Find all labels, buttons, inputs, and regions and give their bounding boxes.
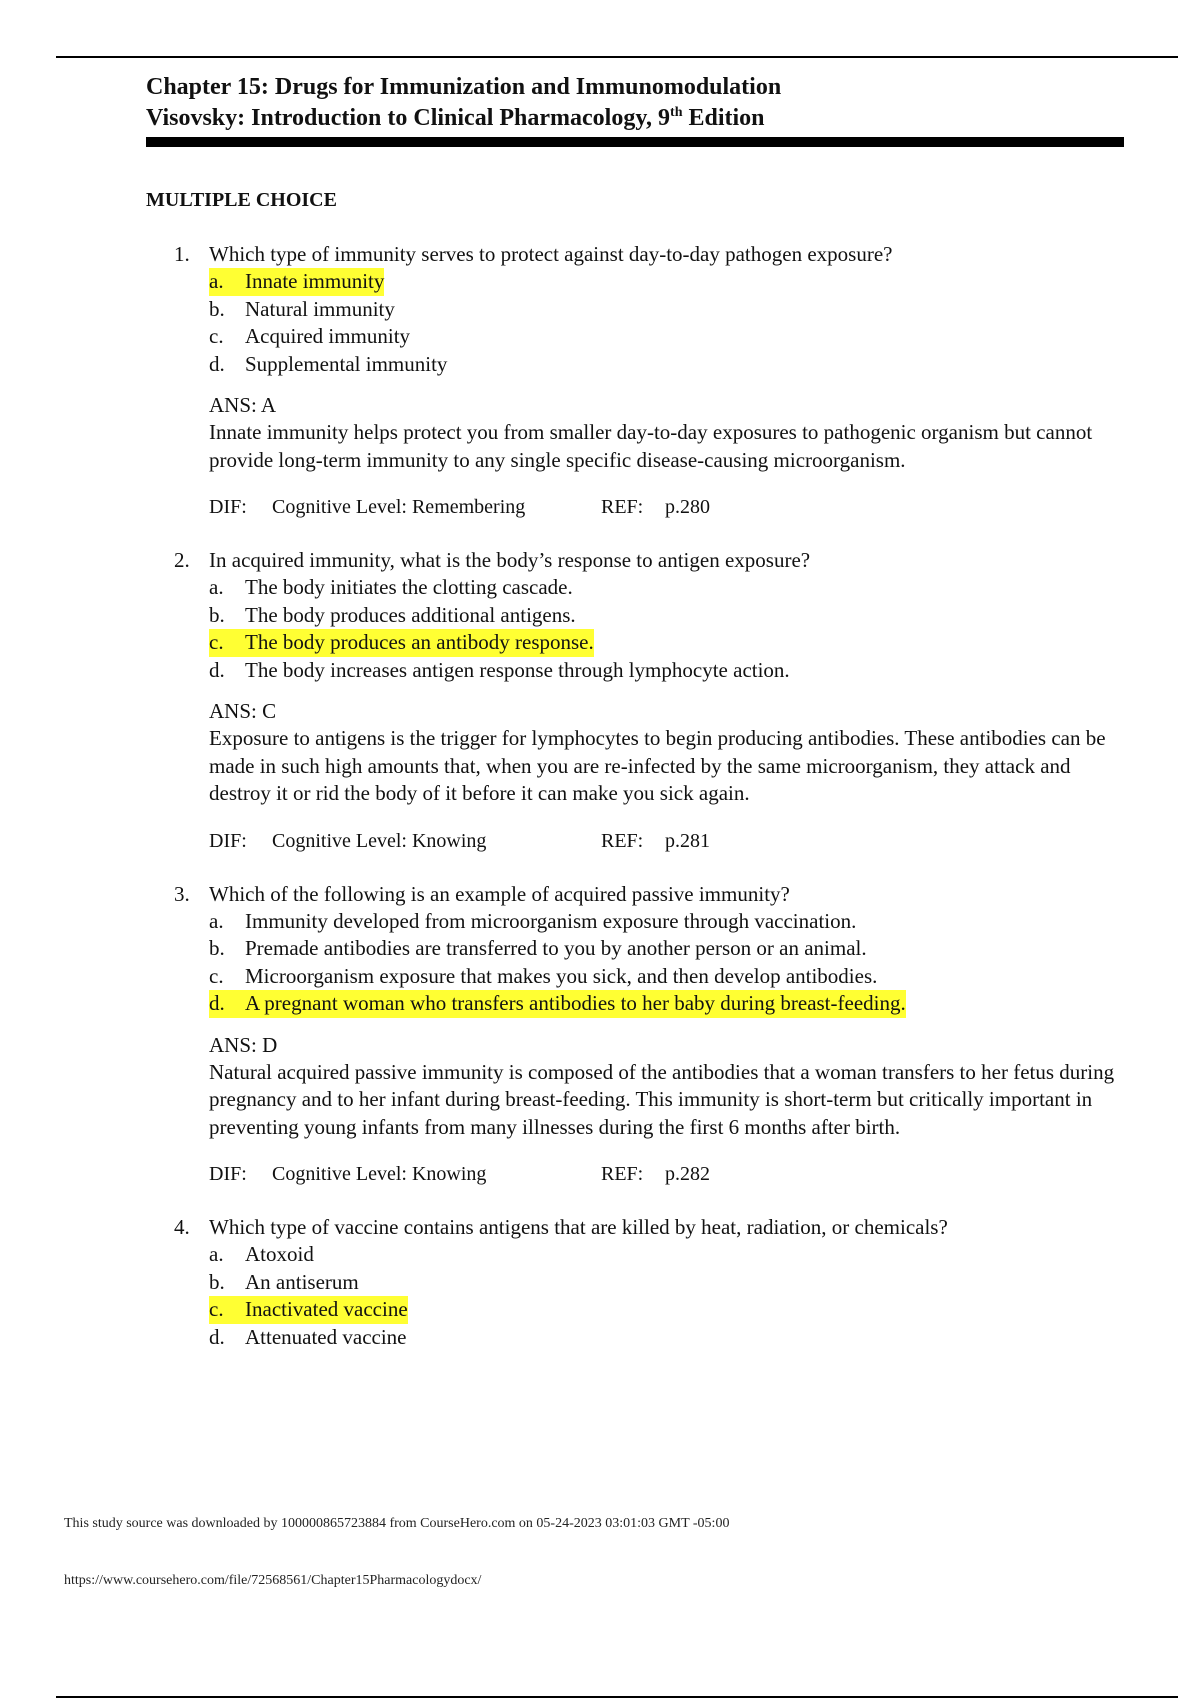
option-text: Immunity developed from microorganism exposure through vaccination. <box>245 908 857 933</box>
cognitive-level: Cognitive Level: Remembering <box>272 496 526 518</box>
option-d <box>209 657 1126 685</box>
option-text: The body initiates the clotting cascade. <box>245 575 573 599</box>
option-text-correct: Innate immunity <box>245 268 384 296</box>
option-letter: a. <box>209 908 224 933</box>
ref-label: REF: <box>601 496 644 518</box>
book-title-suffix: Edition <box>682 105 765 131</box>
option-c <box>209 323 1126 351</box>
answer-key: ANS: D <box>209 1032 278 1057</box>
option-text-correct: The body produces an antibody response. <box>245 629 594 657</box>
option-a <box>209 908 1126 936</box>
download-note: This study source was downloaded by 100000865723884 from CourseHero.com on 05-24-2023 03:01:03 GMT -05:00 <box>64 1516 730 1531</box>
edition-superscript: th <box>670 105 683 120</box>
rationale: Natural acquired passive immunity is composed of the antibodies that a woman transfers to her fetus during pregnancy and to her infant during breast-feeding. This immunity is short-term but critically important in preventing young infants from many illnesses during the first 6 months after birth. <box>209 1059 1115 1139</box>
option-b <box>209 935 1126 963</box>
page-reference: p.280 <box>665 496 710 518</box>
option-list <box>209 574 1126 684</box>
question-meta <box>209 1161 1126 1188</box>
chapter-title: Chapter 15: Drugs for Immunization and Immunomodulation <box>146 74 782 100</box>
option-text-correct: Inactivated vaccine <box>245 1296 408 1324</box>
bottom-rule <box>56 1696 1178 1698</box>
option-d <box>209 990 1126 1018</box>
question-4 <box>146 1214 1126 1351</box>
option-text: An antiserum <box>245 1269 359 1294</box>
option-letter: b. <box>209 936 225 960</box>
option-c <box>209 963 1126 991</box>
book-title-main: Visovsky: Introduction to Clinical Pharmacology, 9 <box>146 105 671 131</box>
dif-label: DIF: <box>209 1163 247 1185</box>
option-letter: c. <box>209 324 224 348</box>
option-text: Natural immunity <box>245 296 395 321</box>
dif-label: DIF: <box>209 829 247 852</box>
title-rule <box>146 137 1124 147</box>
question-number: 3. <box>174 881 190 906</box>
option-c <box>209 629 1126 657</box>
dif-label: DIF: <box>209 496 247 518</box>
option-letter: b. <box>209 296 225 321</box>
option-b <box>209 1269 1126 1297</box>
option-text: Acquired immunity <box>245 324 411 348</box>
option-c <box>209 1296 1126 1324</box>
option-text-correct: A pregnant woman who transfers antibodies to her baby during breast-feeding. <box>245 990 906 1018</box>
option-text: Atoxoid <box>245 1242 314 1266</box>
option-text: Microorganism exposure that makes you sick, and then develop antibodies. <box>245 963 878 988</box>
option-letter: d. <box>209 657 225 682</box>
question-meta <box>209 494 1126 521</box>
option-text: Premade antibodies are transferred to you by another person or an animal. <box>245 936 867 960</box>
option-text: The body produces additional antigens. <box>245 602 576 627</box>
option-text: The body increases antigen response through lymphocyte action. <box>245 657 790 682</box>
top-rule <box>56 56 1178 58</box>
document-body <box>146 72 1126 1351</box>
page-reference: p.281 <box>665 829 710 852</box>
option-letter: c. <box>209 1296 245 1324</box>
option-letter: a. <box>209 268 245 296</box>
option-letter: a. <box>209 1242 224 1266</box>
option-list <box>209 268 1126 378</box>
question-3 <box>146 881 1126 1189</box>
option-letter: b. <box>209 602 225 627</box>
answer-key: ANS: C <box>209 699 277 723</box>
question-1 <box>146 241 1126 521</box>
option-a <box>209 574 1126 602</box>
ref-label: REF: <box>601 829 644 852</box>
option-a <box>209 268 1126 296</box>
question-number: 2. <box>174 548 190 572</box>
option-text: Supplemental immunity <box>245 351 448 376</box>
option-letter: a. <box>209 575 224 599</box>
ref-label: REF: <box>601 1163 644 1185</box>
option-letter: d. <box>209 1324 225 1349</box>
section-heading: MULTIPLE CHOICE <box>146 189 337 211</box>
question-meta <box>209 828 1126 855</box>
option-text: Attenuated vaccine <box>245 1324 407 1349</box>
question-number: 4. <box>174 1215 190 1239</box>
option-a <box>209 1241 1126 1269</box>
option-letter: c. <box>209 963 224 988</box>
option-b <box>209 296 1126 324</box>
source-url[interactable]: https://www.coursehero.com/file/72568561/Chapter15Pharmacologydocx/ <box>64 1573 482 1588</box>
answer-key: ANS: A <box>209 393 277 417</box>
option-b <box>209 602 1126 630</box>
option-d <box>209 1324 1126 1352</box>
option-list <box>209 1241 1126 1351</box>
question-stem: Which type of vaccine contains antigens that are killed by heat, radiation, or chemicals? <box>209 1215 948 1239</box>
option-d <box>209 351 1126 379</box>
cognitive-level: Cognitive Level: Knowing <box>272 829 487 852</box>
question-2 <box>146 547 1126 855</box>
question-stem: In acquired immunity, what is the body’s response to antigen exposure? <box>209 548 811 572</box>
option-letter: d. <box>209 351 225 376</box>
cognitive-level: Cognitive Level: Knowing <box>272 1163 487 1185</box>
rationale: Innate immunity helps protect you from smaller day-to-day exposures to pathogenic organism but cannot provide long-term immunity to any single specific disease-causing microorganism. <box>209 420 1093 472</box>
option-letter: d. <box>209 990 245 1018</box>
option-list <box>209 908 1126 1018</box>
option-letter: c. <box>209 629 245 657</box>
question-stem: Which type of immunity serves to protect against day-to-day pathogen exposure? <box>209 242 893 266</box>
book-title <box>146 103 1126 134</box>
page-reference: p.282 <box>665 1163 710 1185</box>
rationale: Exposure to antigens is the trigger for lymphocytes to begin producing antibodies. These antibodies can be made in such high amounts that, when you are re-infected by the same microorganism, they attack and destroy it or rid the body of it before it can make you sick again. <box>209 726 1106 805</box>
question-number: 1. <box>174 242 190 266</box>
option-letter: b. <box>209 1269 225 1294</box>
question-stem: Which of the following is an example of acquired passive immunity? <box>209 881 790 906</box>
